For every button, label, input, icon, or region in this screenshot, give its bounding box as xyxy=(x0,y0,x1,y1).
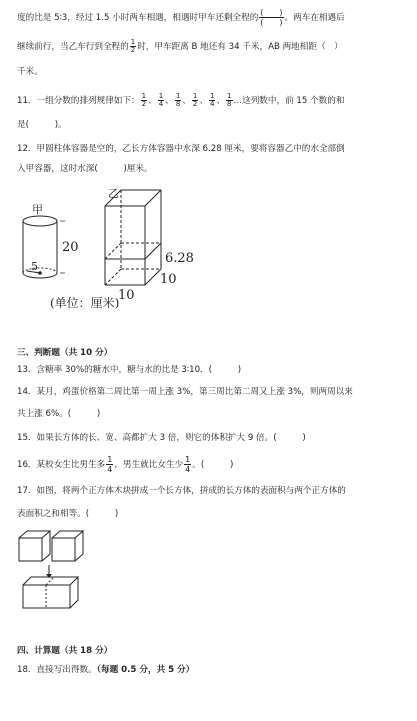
dim-height-20: 20 xyxy=(62,240,79,255)
q17-line2: 表面积之和相等。( ) xyxy=(17,509,119,519)
q16-fraction-a: $\frac{1}{4}$ xyxy=(107,455,113,474)
q16-fraction-b: $\frac{1}{4}$ xyxy=(185,455,191,474)
q10-line3: 千米。 xyxy=(17,67,43,77)
q16: 16．某校女生比男生多 $\frac{1}{4}$ ，男生就比女生少 $\frac{1}{4}$ 。( ) xyxy=(17,455,234,474)
q11-fraction-4: $\frac{1}{2}$ xyxy=(192,92,198,108)
dim-width-10-right: 10 xyxy=(160,272,177,287)
cuboid-yi xyxy=(105,190,161,285)
dim-length-10-bottom: 10 xyxy=(118,288,135,303)
q11-fraction-2: $\frac{1}{4}$ xyxy=(158,92,164,108)
q14-line2: 共上涨 6%。( ) xyxy=(17,409,101,419)
cylinder-center-dot xyxy=(38,271,42,275)
dim-radius-5: 5 xyxy=(31,260,38,273)
q10-fraction-half: $\frac{1}{2}$ xyxy=(130,38,136,54)
q12-line1: 12．甲圆柱体容器是空的，乙长方体容器中水深 6.28 厘米，要将容器乙中的水全部倒 xyxy=(17,144,345,154)
section3-title: 三、判断题（共 10 分） xyxy=(17,348,113,358)
q11-line1: 11．一组分数的排列规律如下： $\frac{1}{2}$ 、 $\frac{1}{4}$ 、 $\frac{1}{8}$ 、 $\frac{1}{2}$ 、 $\frac{1}{4}$ 、 $\frac{1}{8}$ …这列数中，前 15 个数的和 xyxy=(17,92,345,108)
q10-fraction-blank: $\frac{( )}{( )}$ xyxy=(260,8,283,27)
q11-fraction-3: $\frac{1}{8}$ xyxy=(175,92,181,108)
cube-right xyxy=(52,531,83,561)
q13: 13．含糖率 30%的糖水中，糖与水的比是 3∶10．( ) xyxy=(17,365,242,375)
cylinder-jia xyxy=(23,216,65,278)
q17-line1: 17．如图，将两个正方体木块拼成一个长方体，拼成的长方体的表面积与两个正方体的 xyxy=(17,486,346,496)
q14-line1: 14．某月，鸡蛋价格第二周比第一周上涨 3%，第三周比第二周又上涨 3%，则两周以来 xyxy=(17,387,353,397)
q11-fraction-5: $\frac{1}{4}$ xyxy=(209,92,215,108)
unit-label: (单位：厘米) xyxy=(50,296,120,310)
q11-fraction-1: $\frac{1}{2}$ xyxy=(141,92,147,108)
q10-line1 xyxy=(17,8,345,27)
q12-line2: 入甲容器，这时水深( )厘米。 xyxy=(17,164,153,174)
q11-fraction-6: $\frac{1}{8}$ xyxy=(227,92,232,108)
section4-title: 四、计算题（共 18 分） xyxy=(17,646,113,656)
q18: 18．直接写出得数。（每题 0.5 分，共 5 分） xyxy=(17,665,195,675)
combined-cuboid xyxy=(23,577,78,608)
dim-depth-628: 6.28 xyxy=(165,251,194,266)
label-yi: 乙 xyxy=(108,187,119,200)
label-jia: 甲 xyxy=(32,203,43,216)
q10-line2: 继续前行，当乙车行到全程的 $\frac{1}{2}$ 时，甲车距离 B 地还有 34 千米，AB 两地相距（ ） xyxy=(17,38,343,54)
q10-text-a: 度的比是 5∶3，经过 1.5 小时两车相遇，相遇时甲车还剩全程的 xyxy=(17,13,259,23)
q10-text-b: 。两车在相遇后 xyxy=(284,13,345,23)
arrow-head xyxy=(46,574,52,578)
q11-line2: 是( )。 xyxy=(17,120,67,130)
q15: 15．如果长方体的长、宽、高都扩大 3 倍，则它的体积扩大 9 倍。( ) xyxy=(17,433,306,443)
cube-left xyxy=(19,531,50,561)
